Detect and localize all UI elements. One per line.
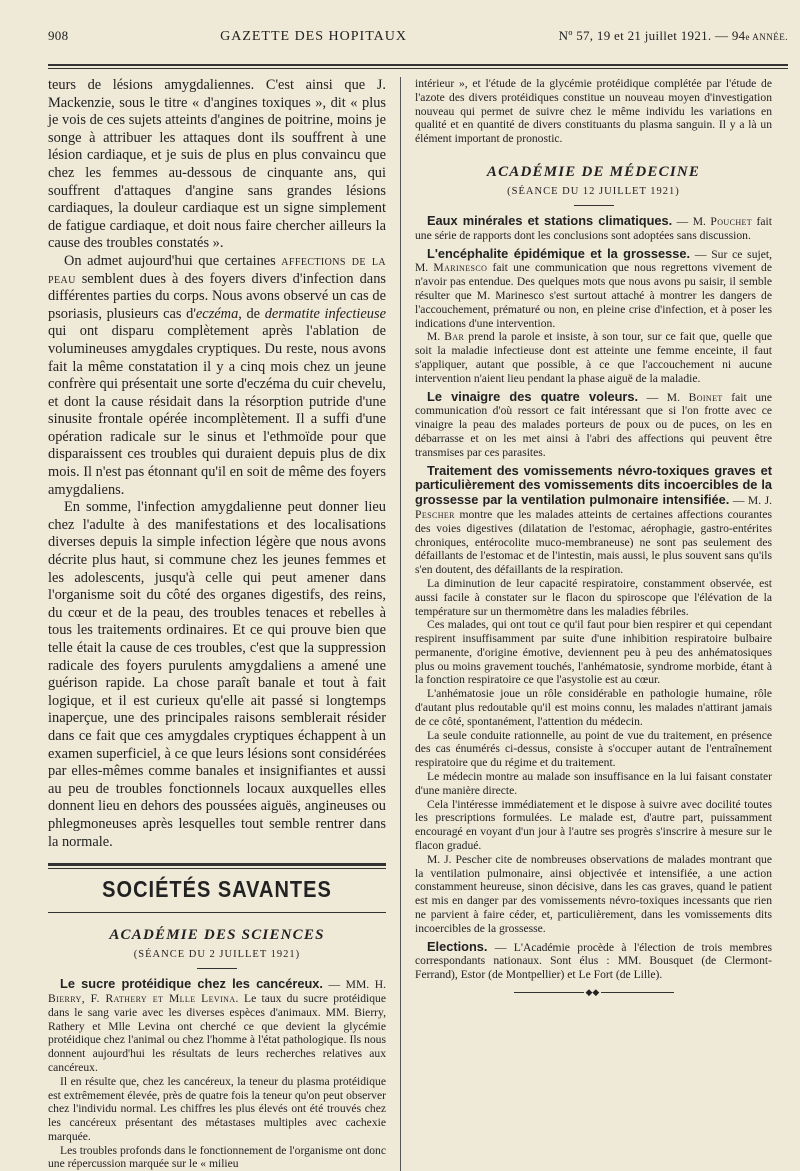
right-column: [401, 77, 772, 1171]
left-column: [48, 77, 400, 1171]
page-header: [48, 28, 788, 50]
article-vinaigre: Le vinaigre des quatre voleurs. — M. Boinet fait une communication d'où ressort ce fait intéressant que si l'on frotte avec ce vinaigre la peau des malades porteurs de poux ou de puces, on les en débarrasse et on les met ainsi à l'abri des affections qui peuvent être transmises par ces parasites.: [415, 388, 772, 459]
article-elections: Elections. — L'Académie procède à l'élection de trois membres correspondants nationaux. Sont élus : MM. Bousquet (de Clermont-Ferrand), Estor (de Montpellier) et Le Fort (de Lille).: [415, 938, 772, 982]
issue-info: Nº 57, 19 et 21 juillet 1921. — 94e ANNÉE.: [558, 28, 788, 43]
paragraph: M. Bar prend la parole et insiste, à son tour, sur ce fait que, quelle que soit la maladie infectieuse dont est atteinte une femme enceinte, il faut s'appliquer, autant que possible, à ce que l'accouchement ni aucune intervention n'aient lieu pendant la phase aiguë de la maladie.: [415, 330, 772, 385]
article-encephalite: L'encéphalite épidémique et la grossesse. — Sur ce sujet, M. Marinesco fait une communication que nous regrettons vivement de n'avoir pas entendue. Des quelques mots que nous avons pu saisir, il semble résulter que M. Marinesco s'est surtout attaché à montrer les dangers de l'accouchement, prématuré ou non, en pleine crise d'infection, et à poser les indications d'une intervention.: [415, 245, 772, 330]
paragraph: teurs de lésions amygdaliennes. C'est ainsi que J. Mackenzie, sous le titre « d'angines toxiques », dit « plus je vois de ces sujets atteints d'angines de poitrine, moins je songe à attribuer les attaques dont ils souffrent à une lésion cardiaque, et je suis de plus en plus convaincu que chez les femmes au-dessous de cinquante ans, qui souffrent d'attaques d'angine sans grandes lésions cardiaques, la douleur cardiaque est un signe simplement de fatigue cardiaque, et doit nous faire chercher ailleurs la cause des troubles constatés ».: [48, 77, 386, 252]
section-title: SOCIÉTÉS SAVANTES: [102, 877, 332, 903]
paragraph: En somme, l'infection amygdalienne peut donner lieu chez l'adulte à des manifestations et des localisations diverses depuis la simple infection légère que nous avons décrite plus haut, si commune chez les jeunes femmes et les adolescents, jusqu'à celle qui peut amener dans l'organisme soit du côté des organes digestifs, des reins, du cœur et de la peau, des troubles tenaces et rebelles à tous les traitements ordinaires. Et ce qui prouve bien que telle était la cause de ces troubles, c'est que la suppression radicale des foyers purulents amygdaliens a amené une guérison rapide. La chose paraît banale et tout à fait logique, et il est curieux qu'elle ait passé si longtemps inaperçue, une des principales raisons semblerait résider dans ce fait que ces amygdales cryptiques échappent à un examen superficiel, à ce que leurs lésions sont considérées par elles-mêmes comme banales et insignifiantes et aussi au peu de troubles fonctionnels locaux auxquelles elles donnent lieu en dehors des poussées aiguës, angineuses ou phlegmoneuses après lesquelles tout semble rentrer dans la normale.: [48, 499, 386, 850]
academy-medecine-heading: ACADÉMIE DE MÉDECINE: [486, 163, 701, 180]
session-date: (SÉANCE DU 2 JUILLET 1921): [133, 949, 301, 961]
paragraph: On admet aujourd'hui que certaines affections de la peau semblent dues à des foyers divers d'infection dans différentes parties du corps. Nous avons observé un cas de psoriasis, plusieurs cas d'eczéma, de dermatite infectieuse qui ont disparu complètement après l'ablation de volumineuses amygdales cryptiques. Du reste, nous avons fait la même constatation il y a cinq mois chez un jeune confrère qui présentait une sorte d'eczéma du cuir chevelu, et dont la cause résidait dans la résorption putride d'une sinusite frontale opérée incomplètement. Il a suffi d'une opération radicale sur le sinus et l'ethmoïde pour que disparaissent ces troubles qui duraient depuis plus de dix mois. Il n'est pas étonnant qu'il en soit de même des foyers amygdaliens.: [48, 252, 386, 498]
paragraph: Ces malades, qui ont tout ce qu'il faut pour bien respirer et qui cependant respirent insuffisamment par suite d'une inhibition respiratoire bulbaire permanente, d'origine émotive, deviennent peu à peu des anhématosiques plus ou moins gravement touchés, l'anhématosie, syndrome morbide, étant à la fonction respiratoire ce que l'asystolie est au cœur.: [415, 618, 772, 687]
article-sucre: Le sucre protéidique chez les cancéreux. — MM. H. Bierry, F. Rathery et Mlle Levina. Le taux du sucre protéidique dans le sang varie avec les diverses espèces d'animaux. MM. Bierry, Rathery et Mlle Levina ont cherché ce que devient la glycémie protéidique chez l'animal ou chez l'homme à l'état pathologique. Ils nous donnent aujourd'hui les résultats de leurs recherches relatives aux cancéreux.: [48, 976, 387, 1074]
section-rule: [48, 863, 386, 866]
page-number: 908: [48, 28, 69, 43]
paragraph: L'anhématosie joue un rôle considérable en pathologie humaine, rôle d'autant plus redoutable qu'il est moins connu, les malades n'attirant jamais de ce côté, spontanément, l'attention du médecin.: [415, 687, 772, 728]
newspaper-page: [48, 28, 788, 1171]
paragraph: La diminution de leur capacité respiratoire, constamment observée, est aussi facile à constater sur le flacon du spiroscope que l'élévation de la température sur un thermomètre dans les maladies fébriles.: [415, 576, 772, 618]
paragraph: Cela l'intéresse immédiatement et le dispose à suivre avec docilité toutes les prescriptions formulées. Le malade est, d'autre part, puissamment encouragé en voyant d'un jour à l'autre ses progrès s'inscrire à mesure sur le flacon gradué.: [415, 797, 772, 853]
section-divider: [48, 912, 386, 913]
columns: [48, 77, 788, 1171]
academy-sciences-heading: ACADÉMIE DES SCIENCES: [109, 927, 325, 944]
end-ornament: ◆◆: [514, 992, 674, 993]
paragraph: Les troubles profonds dans le fonctionnement de l'organisme ont donc une répercussion marquée sur le « milieu: [48, 1143, 386, 1171]
paragraph: Le médecin montre au malade son insuffisance en la lui faisant constater d'une manière directe.: [415, 770, 772, 797]
paragraph: La seule conduite rationnelle, au point de vue du traitement, en présence des cas énumérés ci-dessus, consiste à s'occuper autant de l'entraînement respiratoire que du régime et du traitement.: [415, 728, 772, 770]
session-date: (SÉANCE DU 12 JUILLET 1921): [507, 185, 680, 197]
paragraph: M. J. Pescher cite de nombreuses observations de malades montrant que la ventilation pulmonaire, ainsi objectivée et intensifiée, a une action constamment heureuse, sinon décisive, dans les cas graves, quand le patient est mis en danger par des vomissements névro-toxiques incessants que rien ne parvient à faire céder, et, particulièrement, dans les vomissements dits incoercibles de la grossesse.: [415, 852, 772, 935]
paragraph: Il en résulte que, chez les cancéreux, la teneur du plasma protéidique est extrêmement élevée, près de quatre fois la teneur qu'on peut observer chez l'individu normal. Les chiffres les plus élevés ont été trouvés chez les cancéreux présentant des métastases multiples avec cachexie marquée.: [48, 1074, 386, 1143]
journal-title: GAZETTE DES HOPITAUX: [220, 29, 407, 44]
header-rule: [48, 64, 788, 69]
article-traitement: Traitement des vomissements névro-toxiques graves et particulièrement des vomissements dits incoercibles de la grossesse par la ventilation pulmonaire intensifiée. — M. J. Pescher montre que les malades atteints de certaines affections courantes des voies digestives (dilatation de l'estomac, aérophagie, gastro-entérites chroniques, entérocolite muco-membraneuse) ne sont pas seulement des défaillants de l'estomac et de l'intestin, mais aussi, le plus souvent sans qu'ils s'en doutent, des défaillants de la respiration.: [415, 462, 772, 577]
paragraph: intérieur », et l'étude de la glycémie protéidique complétée par l'étude de l'azote des divers protéidiques constitue un nouveau moyen d'investigation nouveau qui permet de suivre chez le même individu les variations en qualité et en quantité de divers constituants du plasma sanguin. Il y a là un élément important de pronostic.: [415, 77, 772, 146]
article-eaux: Eaux minérales et stations climatiques. — M. Pouchet fait une série de rapports dont les conclusions sont adoptées sans discussion.: [415, 212, 772, 242]
